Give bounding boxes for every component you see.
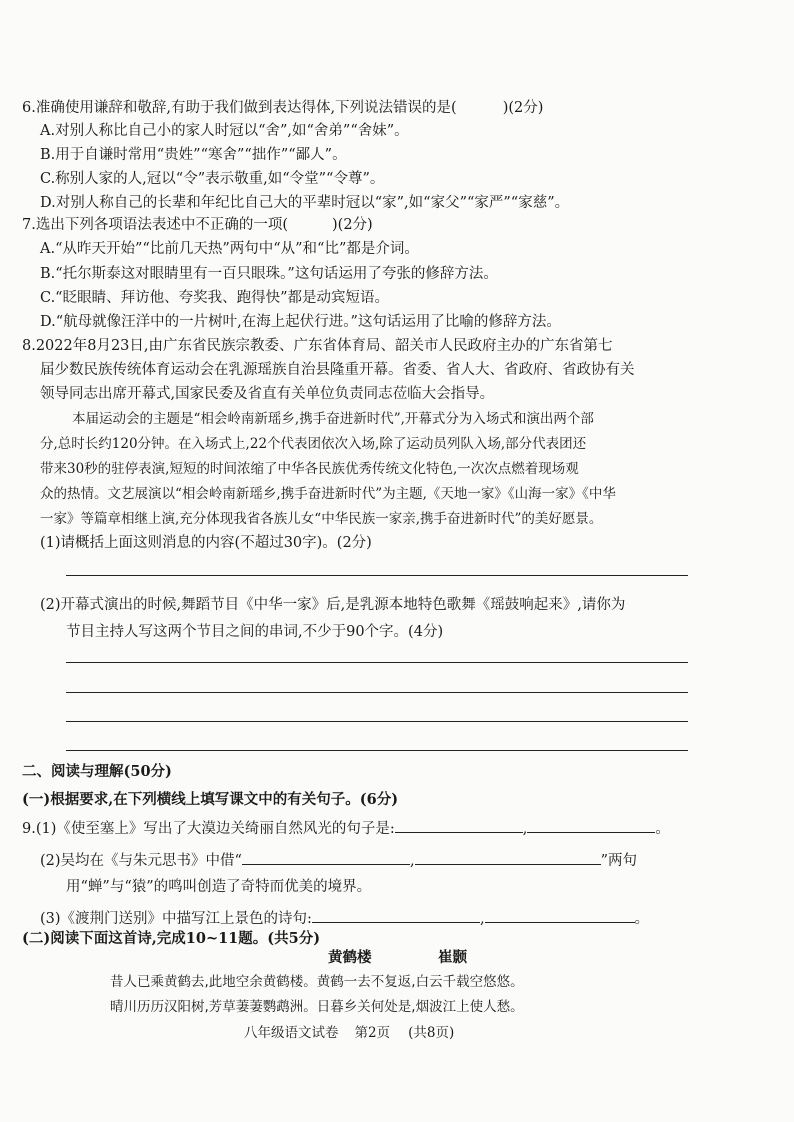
q7-option-a: A.“从昨天开始”“比前几天热”两句中“从”和“比”都是介词。 bbox=[40, 241, 419, 257]
q8-sub2-answer-line-2[interactable] bbox=[66, 692, 688, 693]
poem-title: 黄鹤楼 bbox=[328, 949, 372, 966]
q9-1-period: 。 bbox=[655, 821, 670, 837]
q9-3-blank-1[interactable] bbox=[312, 908, 480, 923]
q9-3-period: 。 bbox=[634, 911, 650, 927]
part-1-title: (一)根据要求,在下列横线上填写课文中的有关句子。(6分) bbox=[22, 791, 399, 808]
q8-sub2-answer-line-4[interactable] bbox=[66, 750, 688, 751]
footer bbox=[244, 1023, 454, 1043]
q6-option-b: B.用于自谦时常用“贵姓”“寒舍”“拙作”“鄙人”。 bbox=[40, 147, 347, 163]
q9-3-comma: , bbox=[479, 911, 485, 927]
q8-passage-line-5: 一家》等篇章相继上演,充分体现我省各族儿女“中华民族一家亲,携手奋进新时代”的美好愿景。 bbox=[40, 511, 603, 527]
q8-passage-line-3: 带来30秒的驻停表演,短短的时间浓缩了中华各民族优秀传统文化特色,一次次点燃着现场观 bbox=[40, 461, 579, 477]
q9-1-prompt: 9.(1)《使至塞上》写出了大漠边关绮丽自然风光的句子是: bbox=[22, 821, 395, 837]
q7-option-d: D.“航母就像汪洋中的一片树叶,在海上起伏行进。”这句话运用了比喻的修辞方法。 bbox=[40, 314, 561, 330]
q8-passage-line-2: 分,总时长约120分钟。在入场式上,22个代表团依次入场,除了运动员列队入场,部分代表团还 bbox=[40, 436, 587, 452]
q7-score: )(2分) bbox=[332, 217, 373, 233]
q9-1-blank-1[interactable] bbox=[395, 818, 523, 833]
q9-1-blank-2[interactable] bbox=[527, 818, 655, 833]
footer-subject: 八年级语文试卷 bbox=[244, 1025, 339, 1041]
q8-sub2-answer-line-1[interactable] bbox=[66, 662, 688, 663]
poem-author: 崔颢 bbox=[438, 949, 467, 966]
q8-intro-line-1: 8.2022年8月23日,由广东省民族宗教委、广东省体育局、韶关市人民政府主办的广东省第七 bbox=[22, 338, 613, 354]
q8-intro-line-3: 领导同志出席开幕式,国家民委及省直有关单位负责同志莅临大会指导。 bbox=[40, 386, 495, 402]
q9-2-blank-2[interactable] bbox=[415, 850, 601, 865]
poem-line-2: 晴川历历汉阳树,芳草萋萋鹦鹉洲。日暮乡关何处是,烟波江上使人愁。 bbox=[110, 999, 524, 1015]
section-2-title: 二、阅读与理解(50分) bbox=[22, 763, 172, 780]
q7-stem bbox=[22, 215, 373, 235]
q9-2-blank-1[interactable] bbox=[242, 850, 410, 865]
q9-2-suffix: ”两句 bbox=[600, 853, 637, 869]
poem-line-1: 昔人已乘黄鹤去,此地空余黄鹤楼。黄鹤一去不复返,白云千载空悠悠。 bbox=[110, 974, 524, 990]
q8-intro-line-2: 届少数民族传统体育运动会在乳源瑶族自治县隆重开幕。省委、省人大、省政府、省政协有关 bbox=[40, 362, 635, 378]
q6-score: )(2分) bbox=[502, 100, 544, 116]
q6-stem-text: 6.准确使用谦辞和敬辞,有助于我们做到表达得体,下列说法错误的是( bbox=[22, 100, 457, 116]
q7-option-b: B.“托尔斯泰这对眼睛里有一百只眼珠。”这句话运用了夸张的修辞方法。 bbox=[40, 266, 498, 282]
q9-1-comma: , bbox=[522, 821, 528, 837]
part-2-title: (二)阅读下面这首诗,完成10~11题。(共5分) bbox=[22, 930, 321, 947]
q8-sub1-answer-line[interactable] bbox=[66, 575, 688, 576]
q9-2-prompt: (2)吴均在《与朱元思书》中借“ bbox=[40, 853, 242, 869]
q9-3-line bbox=[40, 908, 649, 929]
q6-option-a: A.对别人称比自己小的家人时冠以“舍”,如“舍弟”“舍妹”。 bbox=[40, 123, 409, 139]
q6-option-c: C.称别人家的人,冠以“令”表示敬重,如“令堂”“令尊”。 bbox=[40, 171, 385, 187]
q9-3-prompt: (3)《渡荆门送别》中描写江上景色的诗句: bbox=[40, 911, 312, 927]
footer-total: (共8页) bbox=[408, 1025, 455, 1041]
q8-sub2-prompt-line-2: 节目主持人写这两个节目之间的串词,不少于90个字。(4分) bbox=[66, 624, 444, 640]
q9-1-line bbox=[22, 818, 670, 839]
q7-stem-text: 7.选出下列各项语法表述中不正确的一项( bbox=[22, 217, 288, 233]
q9-2-line-2: 用“蝉”与“猿”的鸣叫创造了奇特而优美的境界。 bbox=[66, 879, 372, 895]
q8-sub2-prompt-line-1: (2)开幕式演出的时候,舞蹈节目《中华一家》后,是乳源本地特色歌舞《瑶鼓响起来》,请你为 bbox=[40, 597, 626, 613]
q8-passage-line-4: 众的热情。文艺展演以“相会岭南新瑶乡,携手奋进新时代”为主题,《天地一家》《山海一家》《中华 bbox=[40, 486, 616, 502]
q9-2-line-1 bbox=[40, 850, 637, 871]
q7-option-c: C.“眨眼睛、拜访他、夸奖我、跑得快”都是动宾短语。 bbox=[40, 290, 390, 306]
q9-3-blank-2[interactable] bbox=[485, 908, 635, 923]
q8-sub2-answer-line-3[interactable] bbox=[66, 721, 688, 722]
q6-stem bbox=[22, 98, 543, 118]
q9-2-comma: , bbox=[409, 853, 415, 869]
q6-option-d: D.对别人称自己的长辈和年纪比自己大的平辈时冠以“家”,如“家父”“家严”“家慈”。 bbox=[40, 195, 570, 211]
footer-page: 第2页 bbox=[354, 1025, 391, 1041]
q8-sub1-prompt: (1)请概括上面这则消息的内容(不超过30字)。(2分) bbox=[40, 535, 372, 551]
q8-passage-line-1: 本届运动会的主题是“相会岭南新瑶乡,携手奋进新时代”,开幕式分为入场式和演出两个部 bbox=[72, 411, 594, 427]
